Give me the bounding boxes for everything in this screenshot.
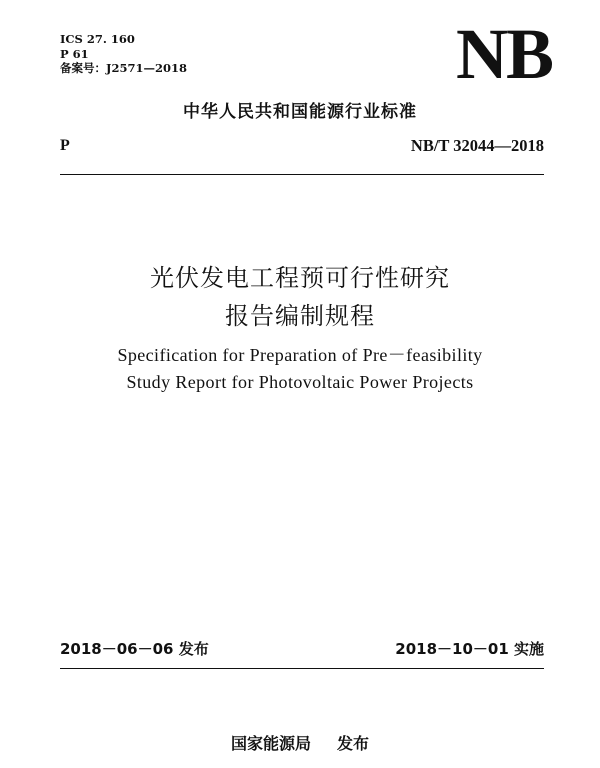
issuer-organization: 国家能源局 [230, 734, 311, 753]
standard-number: NB/T 32044—2018 [410, 136, 544, 155]
title-en-line1: Specification for Preparation of Pre－feasibility [117, 345, 483, 365]
issue-date: 2018－06－06 发布 [60, 640, 209, 658]
filing-number: 备案号：J2571—2018 [60, 61, 187, 75]
footer-divider [60, 668, 544, 669]
header-divider [60, 174, 544, 175]
standard-type: 中华人民共和国能源行业标准 [183, 102, 417, 122]
title-cn-line2: 报告编制规程 [225, 302, 375, 330]
implementation-date: 2018－10－01 实施 [395, 640, 544, 658]
title-en-line2: Study Report for Photovoltaic Power Projects [126, 372, 474, 392]
nb-logo: NB [456, 14, 553, 94]
category-code: P 61 [60, 46, 89, 61]
issuer [0, 731, 600, 754]
title-cn-line1: 光伏发电工程预可行性研究 [150, 264, 450, 292]
issuer-action: 发布 [337, 734, 370, 753]
ics-code: ICS 27. 160 [60, 32, 135, 46]
document-meta [60, 32, 187, 76]
class-code: P [60, 137, 70, 154]
